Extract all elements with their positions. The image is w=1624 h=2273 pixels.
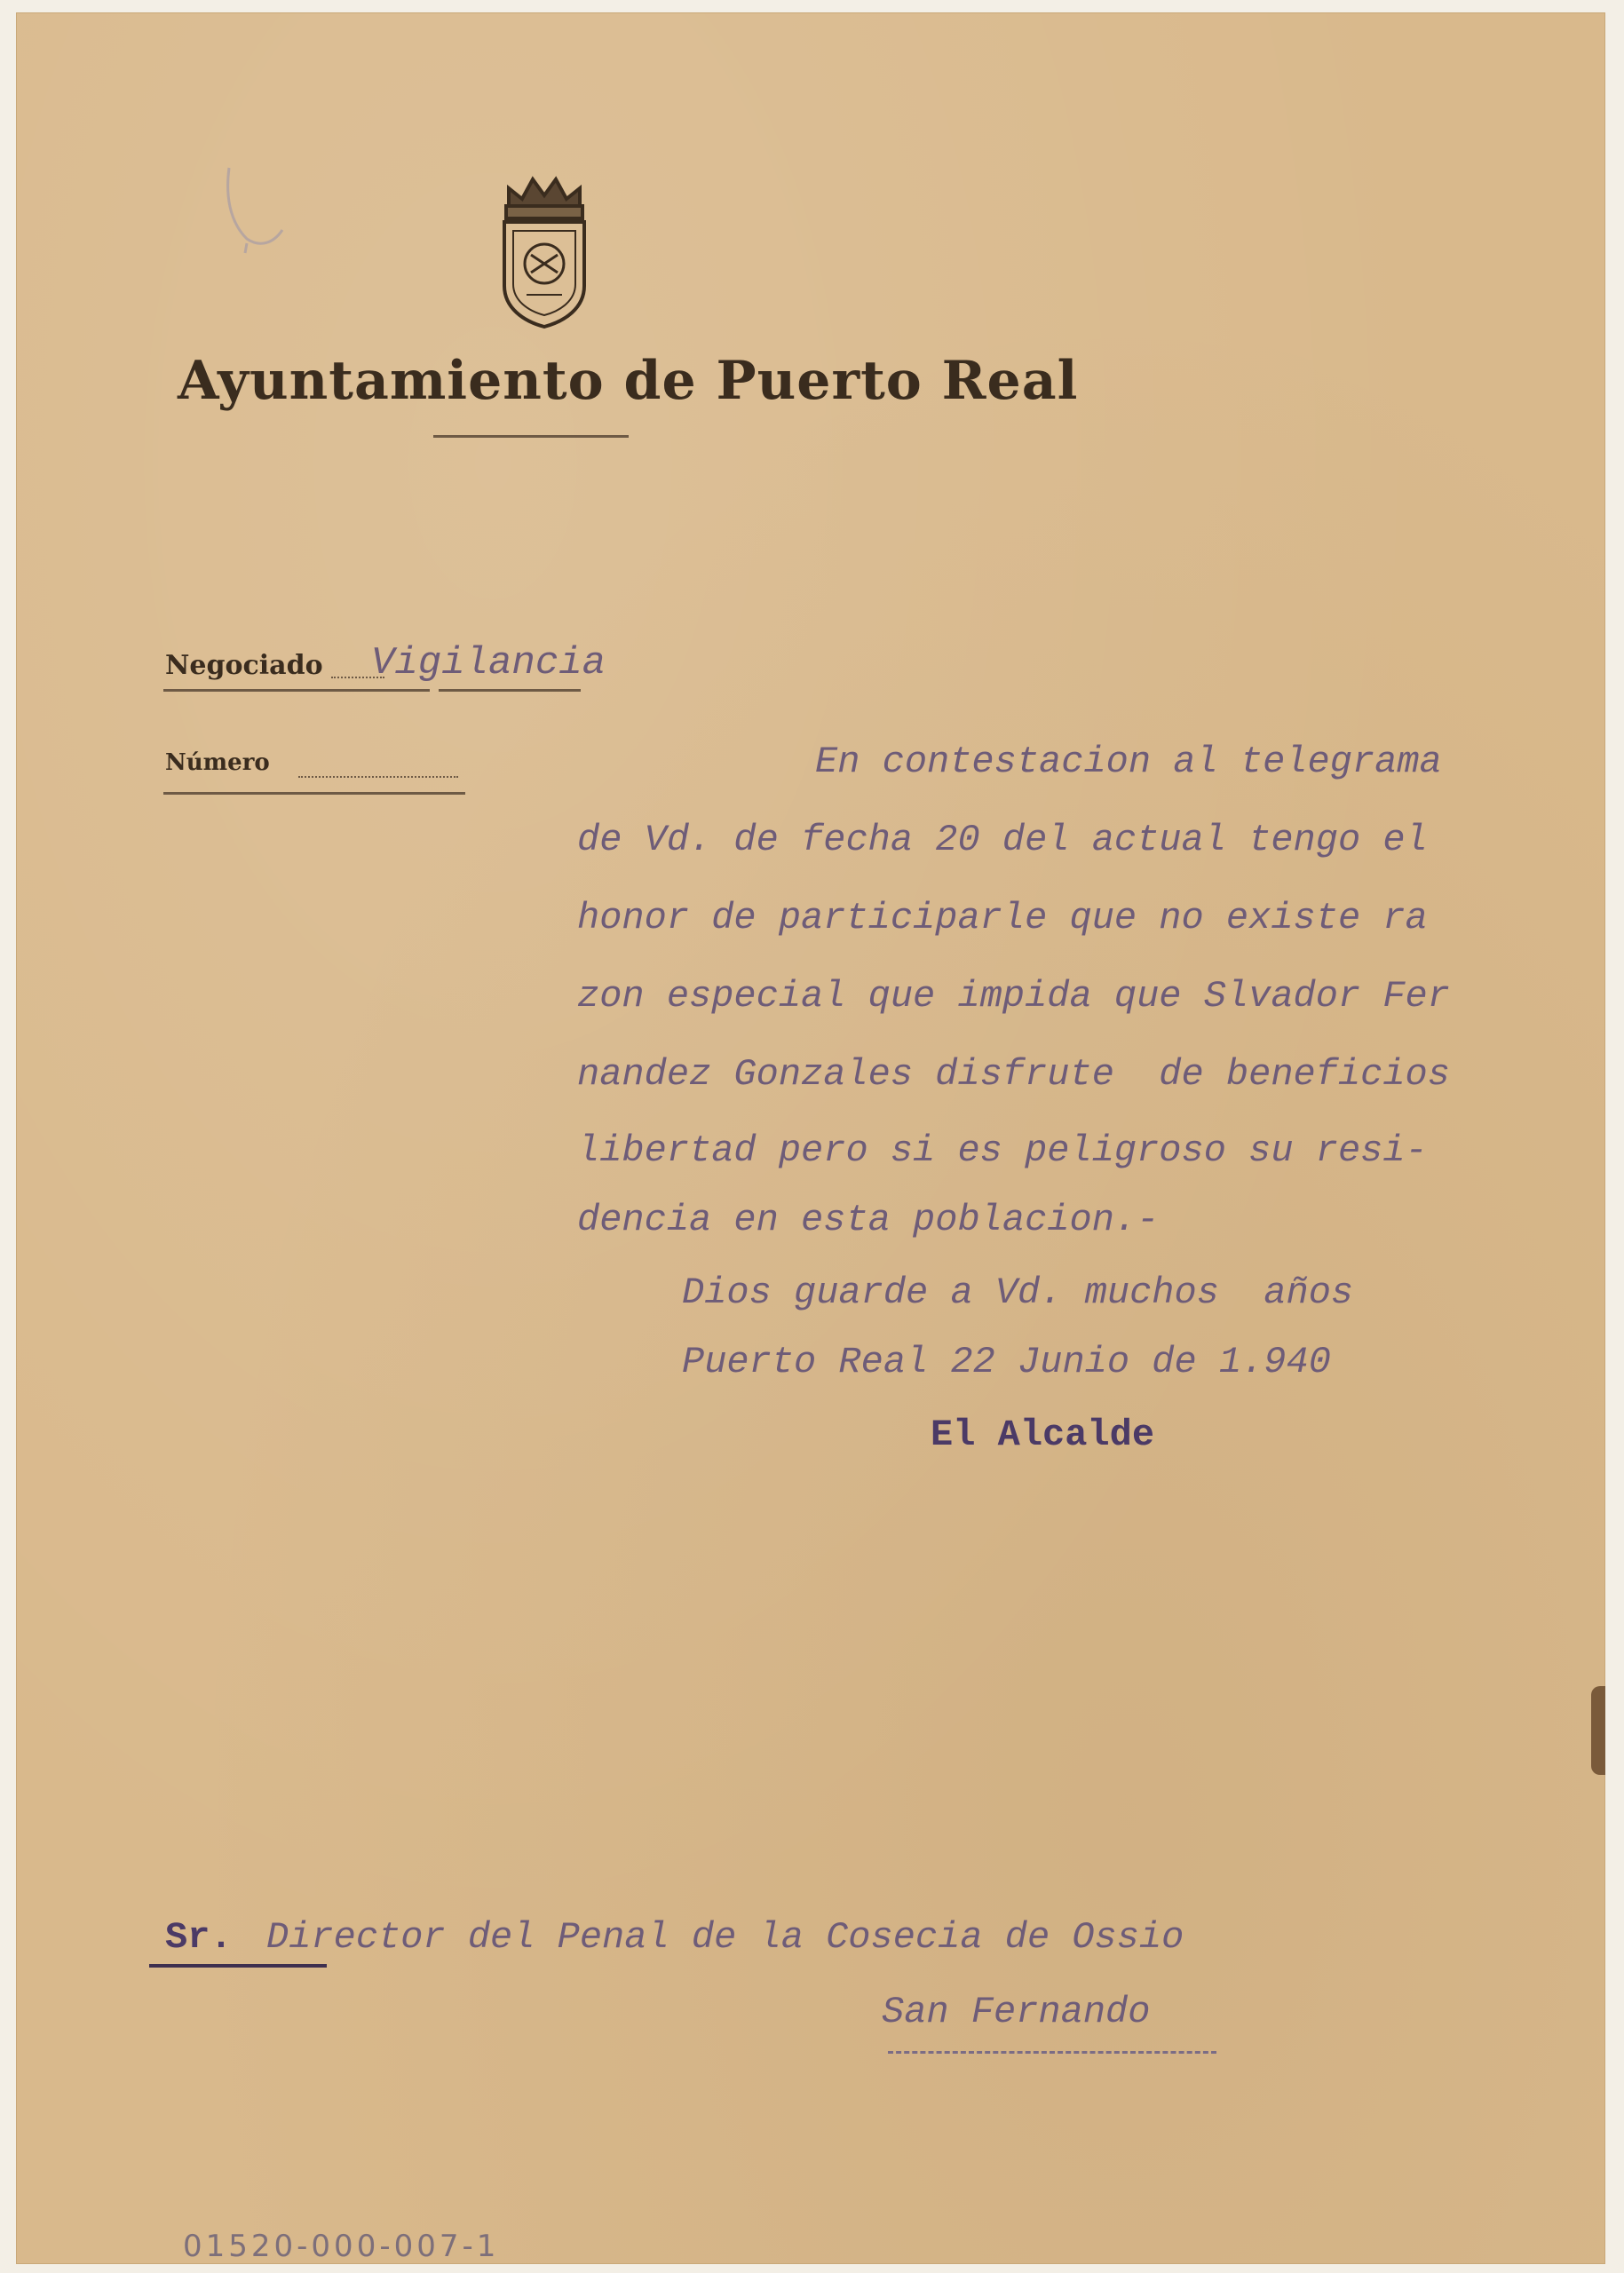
date-line: Puerto Real 22 Junio de 1.940 [682, 1341, 1331, 1383]
coat-of-arms-icon [495, 170, 593, 330]
signature-title: El Alcalde [931, 1414, 1155, 1456]
addressee-city: San Fernando [882, 1991, 1151, 2033]
letter-line: nandez Gonzales disfrute de beneficios [577, 1053, 1450, 1096]
letter-line: honor de participarle que no existe ra [577, 897, 1428, 939]
addressee-city-underline [888, 2051, 1216, 2054]
edge-mark [1591, 1686, 1605, 1775]
numero-underline [163, 792, 465, 795]
letterhead-title: Ayuntamiento de Puerto Real [178, 350, 1079, 412]
addressee-line: Director del Penal de la Cosecia de Ossio [266, 1916, 1184, 1959]
negociado-underline [163, 689, 430, 692]
letter-line: dencia en esta poblacion.- [577, 1199, 1160, 1241]
paper-sheet [16, 12, 1605, 2264]
salutation-underline [149, 1964, 327, 1968]
negociado-label: Negociado [165, 650, 323, 681]
negociado-underline-2 [439, 689, 581, 692]
letterhead-underline [433, 435, 629, 438]
letter-line: En contestacion al telegrama [815, 741, 1442, 783]
addressee-salutation: Sr. [165, 1916, 233, 1959]
letter-line: de Vd. de fecha 20 del actual tengo el [577, 819, 1428, 861]
archive-reference: 01520-000-007-1 [183, 2229, 500, 2264]
numero-dotted-line [298, 776, 458, 778]
pen-mark [220, 159, 291, 257]
closing-line: Dios guarde a Vd. muchos años [682, 1271, 1354, 1314]
negociado-value: Vigilancia [371, 641, 606, 685]
letter-line: zon especial que impida que Slvador Fer [577, 975, 1450, 1018]
letter-line: libertad pero si es peligroso su resi- [577, 1129, 1428, 1172]
numero-label: Número [165, 749, 270, 776]
